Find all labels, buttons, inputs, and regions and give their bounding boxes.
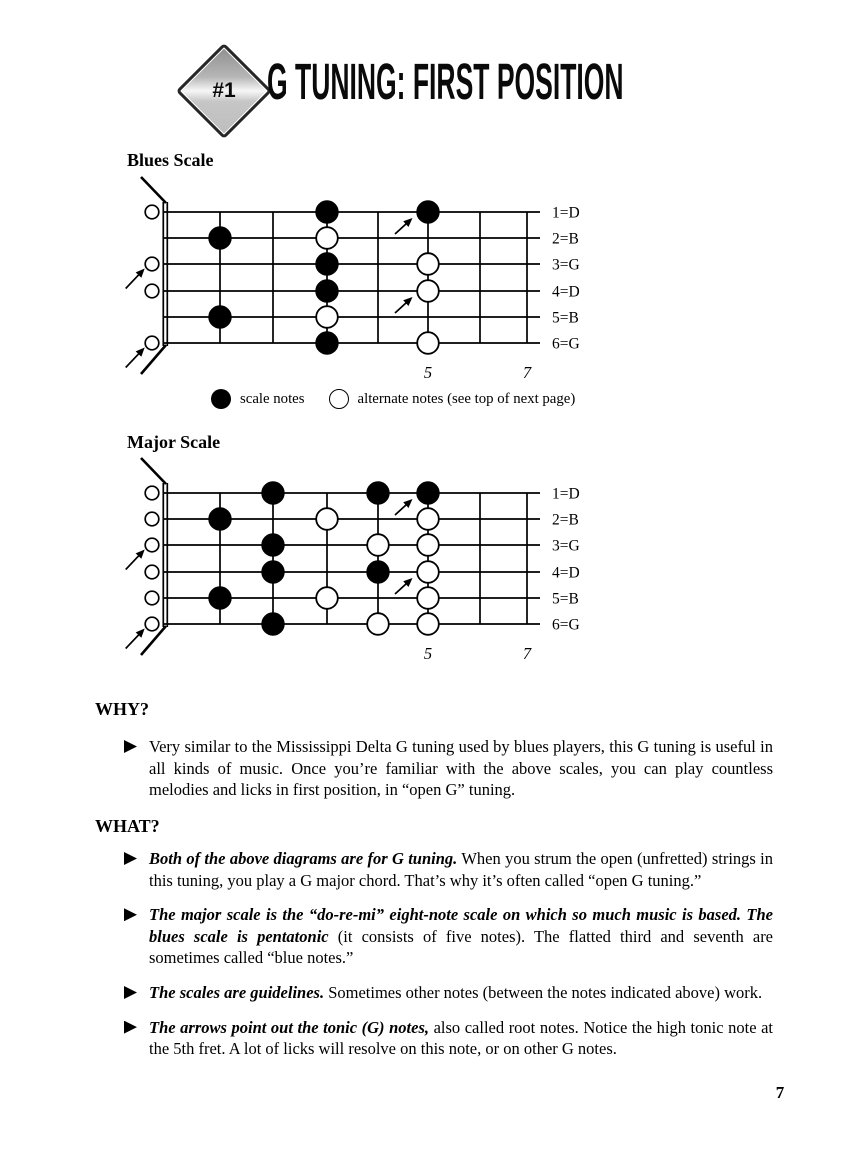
scale-note (262, 534, 284, 556)
major-scale-heading: Major Scale (127, 432, 221, 452)
scale-note (316, 201, 338, 223)
headstock-edge-top (141, 177, 166, 203)
string-tuning-label: 6=G (552, 335, 580, 353)
bullet-lead-text: Both of the above diagrams are for G tuning. (149, 849, 458, 868)
alternate-note (367, 613, 389, 635)
string-tuning-label: 5=B (552, 590, 579, 608)
bullet-triangle-icon (124, 986, 137, 999)
page-title: G TUNING: FIRST POSITION (267, 53, 624, 110)
bullet-lead-text: The scales are guidelines. (149, 982, 325, 1002)
bullet-text: The arrows point out the tonic (G) notes, also called root notes. Notice the high tonic note at the 5th fret. A lot of licks will resolve on this note, or on other G notes. (149, 1017, 774, 1059)
alternate-note (417, 253, 439, 275)
open-string-marker (145, 257, 159, 271)
bullet-triangle-icon (124, 852, 137, 865)
string-tuning-label: 4=D (552, 283, 580, 301)
fret-number-label: 5 (423, 363, 433, 382)
alternate-note (417, 613, 439, 635)
string-tuning-label: 2=B (552, 511, 579, 529)
bullet-item (124, 982, 773, 1004)
bullet-text: The scales are guidelines. Sometimes other notes (between the notes indicated above) work. (149, 982, 763, 1002)
string-tuning-label: 2=B (552, 230, 579, 248)
scale-note (316, 253, 338, 275)
string-tuning-label: 3=G (552, 537, 580, 555)
what-bullet-list (124, 848, 773, 1060)
why-bullet-list (124, 736, 773, 801)
string-tuning-label: 5=B (552, 309, 579, 327)
string-tuning-label: 3=G (552, 256, 580, 274)
what-heading: WHAT? (95, 816, 160, 836)
tonic-arrow-icon (126, 629, 145, 649)
open-string-marker (145, 205, 159, 219)
scale-note (316, 280, 338, 302)
alternate-note-icon (329, 389, 349, 409)
open-string-marker (145, 538, 159, 552)
section-what (95, 816, 773, 1073)
bullet-triangle-icon (124, 908, 137, 921)
bullet-item (124, 1017, 773, 1060)
tonic-arrow-icon (395, 578, 413, 594)
bullet-text: Both of the above diagrams are for G tuning. When you strum the open (unfretted) strings in this tuning, you play a G major chord. That’s why it’s often called “open G tuning.” (149, 849, 774, 890)
alternate-note (417, 332, 439, 354)
scale-note (209, 587, 231, 609)
fret-number-label: 7 (522, 363, 532, 382)
tonic-arrow-icon (126, 269, 145, 289)
open-string-marker (145, 512, 159, 526)
alternate-note (417, 534, 439, 556)
tonic-arrow-icon (126, 550, 145, 570)
bullet-text: The major scale is the “do-re-mi” eight-note scale on which so much music is based. The blues scale is pentatonic (it consists of five notes). The flatted third and seventh are sometimes called “blue notes.” (149, 905, 774, 968)
bullet-item (124, 848, 773, 891)
open-string-marker (145, 565, 159, 579)
alternate-note (417, 508, 439, 530)
alternate-note (417, 587, 439, 609)
scale-note (262, 613, 284, 635)
alternate-note (316, 587, 338, 609)
fret-number-label: 7 (522, 644, 532, 663)
chapter-number-badge (176, 43, 272, 139)
bullet-item (124, 904, 773, 969)
chapter-number: #1 (212, 79, 236, 102)
scale-note (367, 482, 389, 504)
blues-scale-heading: Blues Scale (127, 150, 214, 170)
alternate-note (316, 306, 338, 328)
section-why (95, 699, 773, 814)
open-string-marker (145, 591, 159, 605)
tonic-arrow-icon (395, 499, 413, 515)
scale-note (209, 508, 231, 530)
page-number: 7 (775, 1083, 785, 1102)
tonic-arrow-icon (395, 218, 413, 234)
major-scale-fretboard-diagram (118, 455, 618, 667)
why-heading: WHY? (95, 699, 149, 719)
scale-note-icon (211, 389, 231, 409)
alternate-note (316, 227, 338, 249)
string-tuning-label: 1=D (552, 204, 580, 222)
alternate-note (367, 534, 389, 556)
tonic-arrow-icon (395, 297, 413, 313)
bullet-text: Very similar to the Mississippi Delta G tuning used by blues players, this G tuning is useful in all kinds of music. Once you’re familiar with the above scales, you can play countless melodies and licks in first position, in “open G” tuning. (149, 737, 773, 800)
string-tuning-label: 1=D (552, 485, 580, 503)
scale-note (209, 227, 231, 249)
open-string-marker (145, 284, 159, 298)
scale-note (262, 482, 284, 504)
bullet-triangle-icon (124, 740, 137, 753)
fret-number-label: 5 (423, 644, 433, 663)
bullet-lead-text: The major scale is the “do-re-mi” eight-note scale on which so much music is based. The blues scale is pentatonic (149, 905, 773, 946)
string-tuning-label: 6=G (552, 616, 580, 634)
bullet-lead-text: The arrows point out the tonic (G) notes, (149, 1017, 429, 1037)
headstock-edge-top (141, 458, 166, 484)
scale-note (262, 561, 284, 583)
bullet-triangle-icon (124, 1021, 137, 1034)
scale-note (367, 561, 389, 583)
open-string-marker (145, 486, 159, 500)
scale-note (316, 332, 338, 354)
scale-note (209, 306, 231, 328)
tonic-arrow-icon (126, 348, 145, 368)
alternate-note (417, 561, 439, 583)
legend (211, 388, 575, 410)
open-string-marker (145, 617, 159, 631)
scale-note (417, 201, 439, 223)
open-string-marker (145, 336, 159, 350)
bullet-item (124, 736, 773, 801)
scale-note (417, 482, 439, 504)
string-tuning-label: 4=D (552, 564, 580, 582)
alternate-note (316, 508, 338, 530)
alternate-notes-label: alternate notes (see top of next page) (357, 390, 576, 407)
scale-notes-label: scale notes (240, 390, 305, 407)
alternate-note (417, 280, 439, 302)
blues-scale-fretboard-diagram (118, 174, 618, 386)
chapter-header (0, 0, 864, 140)
